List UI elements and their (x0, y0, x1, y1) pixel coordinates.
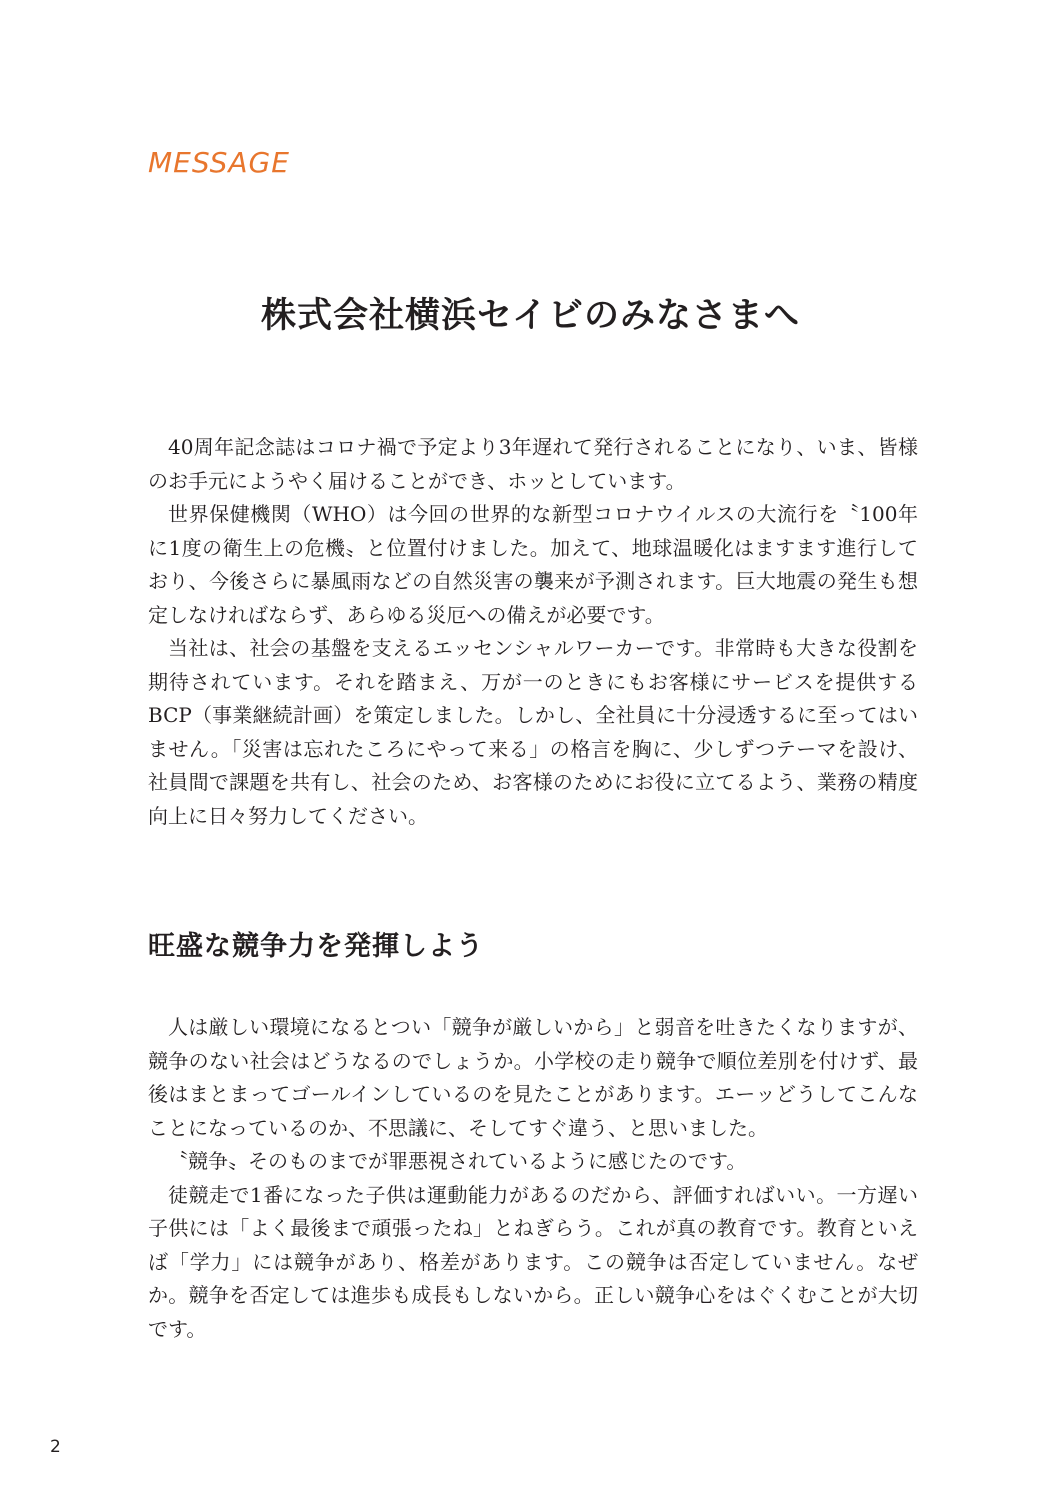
intro-paragraph: 世界保健機関（WHO）は今回の世界的な新型コロナウイルスの大流行を〝100年に1度の衛生上の危機〟と位置付けました。加えて、地球温暖化はますます進行しており、今後さらに暴風雨などの自然災害の襲来が予測されます。巨大地震の発生も想定しなければならず、あらゆる災厄への備えが必要です。 (148, 502, 918, 627)
page-title: 株式会社横浜セイビのみなさまへ (261, 295, 800, 336)
intro-body (148, 431, 918, 833)
intro-paragraph: 40周年記念誌はコロナ禍で予定より3年遅れて発行されることになり、いま、皆様のお手元にようやく届けることができ、ホッとしています。 (148, 435, 918, 493)
section-body (148, 1011, 918, 1346)
intro-paragraph: 当社は、社会の基盤を支えるエッセンシャルワーカーです。非常時も大きな役割を期待されています。それを踏まえ、万が一のときにもお客様にサービスを提供するBCP（事業継続計画）を策定しました。しかし、全社員に十分浸透するに至ってはいません。「災害は忘れたころにやって来る」の格言を胸に、少しずつテーマを設け、社員間で課題を共有し、社会のため、お客様のためにお役に立てるよう、業務の精度向上に日々努力してください。 (148, 636, 918, 828)
page-number: 2 (50, 1437, 61, 1457)
section-label: MESSAGE (148, 146, 290, 179)
section-paragraph: 〝競争〟そのものまでが罪悪視されているように感じたのです。 (168, 1149, 747, 1173)
section-heading: 旺盛な競争力を発揮しよう (148, 931, 484, 962)
section-paragraph: 徒競走で1番になった子供は運動能力があるのだから、評価すればいい。一方遅い子供には「よく最後まで頑張ったね」とねぎらう。これが真の教育です。教育といえば「学力」には競争があり、格差があります。この競争は否定していません。なぜか。競争を否定しては進歩も成長もしないから。正しい競争心をはぐくむことが大切です。 (148, 1182, 918, 1341)
section-paragraph: 人は厳しい環境になるとつい「競争が厳しいから」と弱音を吐きたくなりますが、競争のない社会はどうなるのでしょうか。小学校の走り競争で順位差別を付けず、最後はまとまってゴールインしているのを見たことがあります。エーッどうしてこんなことになっているのか、不思議に、そしてすぐ違う、と思いました。 (148, 1015, 918, 1140)
